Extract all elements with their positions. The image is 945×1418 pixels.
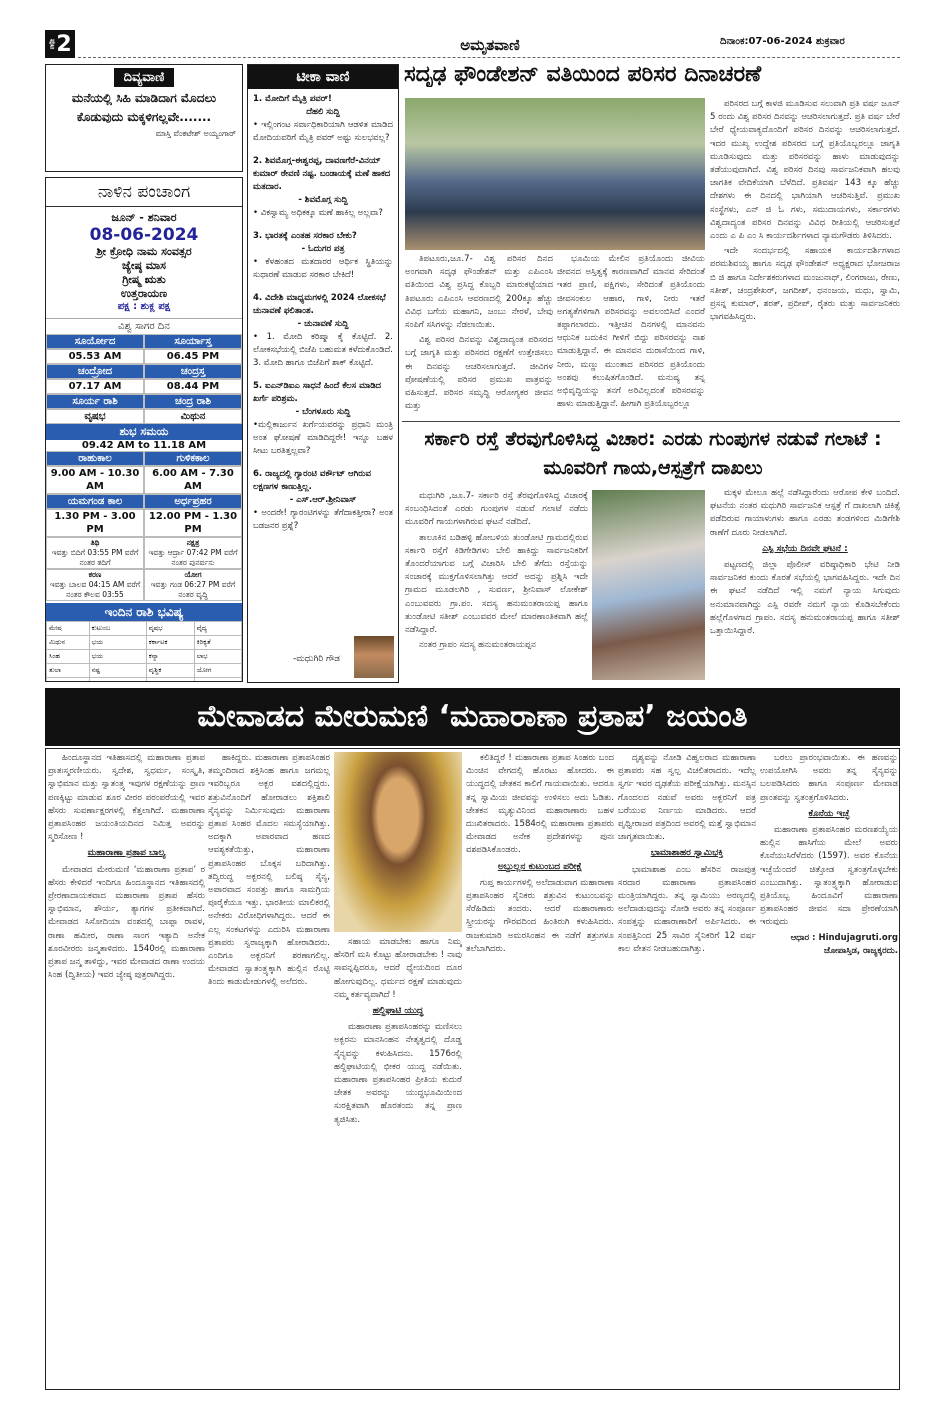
article2-column-1 — [405, 490, 588, 682]
tika-comment: • ಇಲ್ಲಿಂಗಂಟ ಸರ್ವಾಧಿಕಾರಿಯಾಗಿ ಆಡಳಿತ ಮಾಡಿದ ಮೋದಿಯವರಿಗೆ ಮೈತ್ರಿ ಪವರ್ ಅಷ್ಟು ಸುಲಭವಲ್ಲ? — [253, 120, 393, 143]
yoga-cell — [144, 569, 242, 601]
subheading: ಮಹಾರಾಣಾ ಪ್ರತಾಪ ಬಾಲ್ಯ — [87, 848, 166, 859]
author-photo — [354, 636, 394, 678]
issue-date: ದಿನಾಂಕ:07-06-2024 ಶುಕ್ರವಾರ — [720, 36, 845, 47]
paragraph: ಸಹಾಯ ಮಾಡಬೇಕು ಹಾಗೂ ನಿಮ್ಮ ಹೆಸರಿಗೆ ಮಸಿ ಕೊಟ್ಟು ಹೋರಾಡಬೇಕು ! ನಾವು ಸಾವನ್ನಪ್ಪಿದರೂ, ಆದರೆ ಧ್ಯೇಯದಿಂದ ದೂರ ಹೋಗುವುದಿಲ್ಲ. ಧರ್ಮದ ರಕ್ಷಣೆ ಮಾಡುವುದು ನಮ್ಮ ಕರ್ತವ್ಯವಾಗಿದೆ ! — [334, 937, 462, 1000]
paragraph: ನಂತರ ಗ್ರಾಪಂ ಸದಸ್ಯ ಹನುಮಂತರಾಯಪ್ಪನ — [419, 640, 536, 651]
source-credit: ಜೋಪಾಸ್ತಿಡ, ರಾಜ್ಯಕ್ಕರದು. — [823, 945, 898, 956]
rashi-cell — [89, 678, 146, 683]
divyavani-box — [45, 64, 243, 172]
divider — [402, 421, 900, 422]
panchang-paksha: ಪಕ್ಷ : ಶುಕ್ಲ ಪಕ್ಷ — [117, 301, 171, 312]
tika-comment: • ವಿಕಸ್ವಾಮ್ಯ ಅಧಿಕಕ್ಕೂ ಮಣೆ ಹಾಕಿಲ್ಲ ಅಲ್ಲವಾ? — [253, 208, 383, 218]
paper-name: ಅಮೃತವಾಣಿ — [460, 36, 520, 54]
panchang-value: 05.53 AM — [46, 349, 144, 364]
article3-column-5 — [618, 752, 756, 1386]
ardha-value: 12.00 PM - 1.30 PM — [144, 509, 242, 537]
rashi-cell: ಕನ್ಯಾ — [146, 650, 194, 664]
panchang-samvatsara: ಶ್ರೀ ಕ್ರೋಧಿ ನಾಮ ಸಂವತ್ಸರ — [96, 245, 192, 258]
rashi-cell — [146, 678, 194, 683]
shubha-value: 09.42 AM to 11.18 AM — [81, 440, 207, 451]
nakshatra-cell — [144, 537, 242, 569]
paragraph: ಭೂಮಿಯ ಮೇಲಿನ ಪ್ರತಿಯೊಂದು ಜೀವಿಯ ಜೀವನದ ಅಸ್ತಿತ್ವಕ್ಕೆ ಕಾರಣವಾಗಿದೆ ಮಾನವ ಸೇರಿದಂತೆ ಇತರ ಪ್ರಾಣಿ, ಪಕ್ಷಿಗಳು, ಸೇರಿದಂತೆ ಪ್ರತಿಯೊಂದು ಜೀವಸಂಕುಲ ಆಹಾರ, ಗಾಳಿ, ನೀರು ಇತರೆ ಅಗತ್ಯತೆಗಳಿಗಾಗಿ ಪರಿಸರವನ್ನು ಅವಲಂಬಿಸಿದೆ ಎಂದರೆ ತಪ್ಪಾಗಲಾರದು. ಇತ್ತೀಚಿನ ದಿನಗಳಲ್ಲಿ ಮಾನವನು ಆಧುನಿಕ ಬದುಕಿನ ಗೀಳಿಗೆ ಬಿದ್ದು ಪರಿಸರವನ್ನು ನಾಶ ಮಾಡುತ್ತಿದ್ದಾನೆ. ಈ ಮಾನವನ ದುರಾಸೆಯಿಂದ ಗಾಳಿ, ನೀರು, ಮಣ್ಣು ಮುಂತಾದ ಪರಿಸರದ ಪ್ರತಿಯೊಂದು ಅಂಶವು ಕಲುಷಿತಗೊಂಡಿದೆ. ಮನುಷ್ಯ ತನ್ನ ಅಭಿವೃದ್ಧಿಯನ್ನು ತನಗೆ ಅರಿವಿಲ್ಲದಂತೆ ಪರಿಸರವನ್ನು ಹಾಳು ಮಾಡುತ್ತಿದ್ದಾನೆ. ಹೀಗಾಗಿ ಪ್ರತಿಯೊಬ್ಬರಲ್ಲೂ — [557, 254, 705, 410]
tika-headline: 5. ಐಎನ್‌ಡಿಐಎ ಸಾಧನೆ ಹಿಂದೆ ಕೆಲಸ ಮಾಡಿದ ಖರ್ಗೆ ಪರಿಶ್ರಮ. — [253, 381, 382, 404]
paragraph: ಇದೇ ಸಂದರ್ಭದಲ್ಲಿ ಸಹಾಯಕ ಕಾರ್ಯದರ್ಶಿಗಳಾದ ಪರಮಶಿವಯ್ಯ ಹಾಗೂ ಸದೃಢ ಫೌಂಡೇಶನ್ ಅಧ್ಯಕ್ಷರಾದ ಭೋಜರಾಜ ಬಿ ಜಿ ಹಾಗೂ ನಿರ್ದೇಶಕರುಗಳಾದ ಮಂಜುನಾಥ್, ಲಿಂಗರಾಜು, ರೇಣು, ಸತೀಶ್, ಚಂದ್ರಶೇಖರ್, ಜಗದೀಶ್, ಧನಂಜಯ, ಮಧು, ಸ್ವಾಮಿ, ಪ್ರಸನ್ನ ಕುಮಾರ್, ಶರತ್, ಪ್ರದೀಪ್, ರೈತರು ಮತ್ತು ಸಾರ್ವಜನಿಕರು ಭಾಗವಹಿಸಿದ್ದರು. — [710, 246, 900, 323]
panchang-value: ಮಿಥುನ — [144, 409, 242, 424]
rashi-table — [46, 621, 242, 682]
paragraph: ಬರಲು ಪ್ರಾರಂಭವಾಯಿತು. ಈ ಹಣವನ್ನು ಉಪಯೋಗಿಸಿ ಅವರು ತನ್ನ ಸೈನ್ಯವನ್ನು ಬಲಪಡಿಸಿದರು ಹಾಗೂ ಸಂಪೂರ್ಣ ಮೇವಾಡ ಪ್ರಾಂತವನ್ನು ಸ್ವತಂತ್ರಗೊಳಿಸಿದರು. — [760, 753, 898, 803]
paragraph: ವಿಶ್ವ ಪರಿಸರ ದಿನವನ್ನು ವಿಶ್ವದಾದ್ಯಂತ ಪರಿಸರದ ಬಗ್ಗೆ ಜಾಗೃತಿ ಮತ್ತು ಪರಿಸರದ ರಕ್ಷಣೆಗೆ ಉತ್ತೇಜಿಸಲು ಈ ದಿನವನ್ನು ಆಚರಿಸಲಾಗುತ್ತದೆ. ಜೀವಿಗಳ ಪೋಷಣೆಯಲ್ಲಿ ಪರಿಸರ ಪ್ರಮುಖ ಪಾತ್ರವನ್ನು ವಹಿಸುತ್ತದೆ. ಪರಿಸರ ಸಮೃದ್ಧಿ ಆರೋಗ್ಯಕರ ಜೀವನ ಮತ್ತು — [405, 335, 553, 412]
karana-label: ಕರಣ — [88, 570, 102, 579]
panchang-ayana: ಉತ್ತರಾಯಣ — [120, 287, 168, 300]
paragraph: ತಾಲೂಕಿನ ಬಡಿಹಳ್ಳಿ ಹೋಬಳಿಯ ತುಂಡೋಟಿ ಗ್ರಾಮದಲ್ಲಿರುವ ಸರ್ಕಾರಿ ರಸ್ತೆಗೆ ಕಿಡಿಗೇಡಿಗಳು ಬೇಲಿ ಹಾಕಿದ್ದು ಸಾರ್ವಜನಿಕರಿಗೆ ತೊಂದರೆಯಾಗುವ ಬಗ್ಗೆ ವಿಚಾರಿಸಿ ಬೇಲಿ ತೆಗೆದು ರಸ್ತೆಯನ್ನು ಸಂಚಾರಕ್ಕೆ ಮುಕ್ತಗೊಳಿಸಲಾಗಿತ್ತು ಆದರೆ ಅದನ್ನು ಪ್ರಶ್ನಿಸಿ ಇದೇ ಗ್ರಾಮದ ಮೂಡಲಗಿರಿ , ಸುವರ್ಣ, ಶ್ರೀನಿವಾಸ್ ಲೋಕೇಶ್ ಎಂಬುವವರು ಗ್ರಾ.ಪಂ. ಸದಸ್ಯ ಹನುಮಂತರಾಯಪ್ಪ ಹಾಗೂ ತುಂಡೋಟಿ ಸತೀಶ್ ಎಂಬುವವರ ಮೇಲೆ ಮಾರಣಾಂತಿಕವಾಗಿ ಹಲ್ಲೆ ನಡೆಸಿದ್ದಾರೆ. — [405, 532, 588, 636]
article1-column-2 — [557, 253, 705, 421]
page-number-badge — [45, 30, 75, 58]
article2-headline: ಸರ್ಕಾರಿ ರಸ್ತೆ ತೆರವುಗೊಳಿಸಿದ್ದ ವಿಚಾರ: ಎರಡು ಗುಂಪುಗಳ ನಡುವೆ ಗಲಾಟೆ : ಮೂವರಿಗೆ ಗಾಯ,ಆಸ್ಪತ್ರೆಗೆ ದಾಖಲು — [424, 428, 882, 479]
tithi-label: ತಿಥಿ — [90, 538, 100, 547]
paragraph: ಹಾಕಿದ್ದರು. ಮಹಾರಾಣಾ ಪ್ರತಾಪಸಿಂಹರ ತಮ್ಮಂದಿರಾದ ಶಕ್ತಿಸಿಂಹ ಹಾಗೂ ಜಗಮಲ್ಲ ಇವರಿಬ್ಬರೂ ಅಕ್ಬರ ವಶದಲ್ಲಿದ್ದರು. ಶತ್ರುವಿನೊಂದಿಗೆ ಹೋರಾಡಲು ಶಕ್ತಿಶಾಲಿ ಸೈನ್ಯವನ್ನು ನಿರ್ಮಿಸುವುದು ಮಹಾರಾಣಾ ಪ್ರತಾಪ ಸಿಂಹರ ಮೊದಲ ಸಮಸ್ಯೆಯಾಗಿತ್ತು. ಅದಕ್ಕಾಗಿ ಅಪಾರವಾದ ಹಣದ ಆವಶ್ಯಕತೆಯಿತ್ತು, ಮಹಾರಾಣಾ ಪ್ರತಾಪಸಿಂಹರ ಬೊಕ್ಕಸ ಬರಿದಾಗಿತ್ತು. ತದ್ವಿರುದ್ಧ ಅಕ್ಬರನಲ್ಲಿ ಬಲಿಷ್ಠ ಸೈನ್ಯ, ಅಪಾರವಾದ ಸಂಪತ್ತು ಹಾಗೂ ಸಾಮಗ್ರಿಯ ಪೂರೈಕೆಯೂ ಇತ್ತು. ಭಾರತೀಯ ಮಾಲಿಕರಲ್ಲಿ ಅನೇಕರು ವಿರೋಧಿಗಳಾಗಿದ್ದರು. ಆದರೆ ಈ ಎಲ್ಲ ಸಂಕಟಗಳನ್ನು ಎದುರಿಸಿ ಮಹಾರಾಣಾ ಪ್ರತಾಪರು ಸ್ವರಾಜ್ಯಕ್ಕಾಗಿ ಹೋರಾಡಿದರು. ಎಂದಿಗೂ ಅಕ್ಬರನಿಗೆ ಶರಣಾಗಲಿಲ್ಲ. ಮೇವಾಡದ ಸ್ವಾತಂತ್ರ್ಯಕ್ಕಾಗಿ ಹುಲ್ಲಿನ ರೊಟ್ಟಿ ತಿಂದು ಕಾಡುಮೇಡುಗಳಲ್ಲಿ ಅಲೆದರು. — [208, 753, 330, 988]
article3-column-6 — [760, 752, 898, 1386]
paragraph: ಕಲಿತಿದ್ದರೆ ! ಮಹಾರಾಣಾ ಪ್ರತಾಪ ಸಿಂಹರು ಬಂದ ಮಿಂಚಿನ ವೇಗದಲ್ಲಿ ಹೊರಟು ಹೋದರು. ಈ ಯುದ್ಧದಲ್ಲಿ ಚೇತಕನ ಕಾಲಿಗೆ ಗಾಯವಾಯಿತು. ಆದರೂ ತನ್ನ ಸ್ವಾಮಿಯ ಜೀವವನ್ನು ಉಳಿಸಲು ಅದು ಓಡಿತು. ಚೇತಕನ ಮೃತ್ಯುವಿನಿಂದ ಮಹಾರಾಣಾರು ಬಹಳ ದುಃಖಿತರಾದರು. 1584ರಲ್ಲಿ ಮಹಾರಾಣಾ ಪ್ರತಾಪರು ಮೇವಾಡದ ಅನೇಕ ಪ್ರದೇಶಗಳನ್ನು ಪುನಃ ವಶಪಡಿಸಿಕೊಂಡರು. — [466, 753, 614, 856]
tika-item — [253, 292, 393, 370]
tika-headline: 4. ವಿದೇಶಿ ಮಾಧ್ಯಮಗಳಲ್ಲಿ 2024 ಲೋಕಸಭೆ ಚುನಾವಣೆ ಫಲಿತಾಂಶ. — [253, 293, 386, 316]
article2-subheading: ಎಸ್ಪಿ ಸಭೆಯ ದಿನವೇ ಘಟನೆ : — [762, 543, 848, 554]
yama-value: 1.30 PM - 3.00 PM — [46, 509, 144, 537]
rahu-value: 9.00 AM - 10.30 AM — [46, 466, 144, 494]
tika-item — [253, 230, 393, 282]
article3-column-1 — [48, 752, 205, 1386]
divyavani-quote: ಮನೆಯಲ್ಲಿ ಸಿಹಿ ಮಾಡಿದಾಗ ಮೊದಲು ಕೊಡುವುದು ಮಕ್ಕಳಿಗಲ್ಲವೇ....... — [71, 91, 217, 124]
tika-comment: • ಕೆಳಹಂತದ ಮತದಾರರ ಆರ್ಥಿಕ ಸ್ಥಿತಿಯನ್ನು ಸುಧಾರಣೆ ಮಾಡುವ ಸರಕಾರ ಬೇಕಿದೆ! — [253, 257, 393, 280]
paragraph: ಮೇವಾಡದ ಮೇರುಮಣಿ ‘ಮಹಾರಾಣಾ ಪ್ರತಾಪ’ ರ ಹೆಸರು ಕೇಳಿದರೆ ಇಂದಿಗೂ ಹಿಂದೂಸ್ಥಾನದ ಇತಿಹಾಸದಲ್ಲಿ ಪ್ರೇರಣಾದಾಯಕವಾದ ಮಹಾರಾಣಾ ಪ್ರತಾಪ ಹೆಸರು ಸ್ವಾಭಿಮಾನ, ಶೌರ್ಯ, ತ್ಯಾಗಗಳ ಪ್ರತೀಕವಾಗಿದೆ. ಮೇವಾಡದ ಸಿಸೋದಿಯಾ ವಂಶದಲ್ಲಿ ಬಾಪ್ಪಾ ರಾವಳ, ರಾಣಾ ಹಮೀರ, ರಾಣಾ ಸಾಂಗ ಇತ್ಯಾದಿ ಅನೇಕ ಶೂರವೀರರು ಜನ್ಮತಾಳಿದರು. 1540ರಲ್ಲಿ ಮಹಾರಾಣಾ ಪ್ರತಾಪ ಜನ್ಮ ತಾಳಿದ್ದು, ಇವರ ಮೇವಾಡದ ರಾಣಾ ಉದಯ ಸಿಂಹ (ದ್ವಿತೀಯ) ಇವರ ಜ್ಯೇಷ್ಠ ಪುತ್ರರಾಗಿದ್ದರು. — [48, 864, 205, 981]
gulika-value: 6.00 AM - 7.30 AM — [144, 466, 242, 494]
tithi-cell — [46, 537, 144, 569]
rashi-cell: ಸಿಂಹ — [47, 650, 90, 664]
rashi-cell: ತುಲಾ — [47, 664, 90, 678]
rashi-cell: ಕಿರಿಕ್ಯತೆ — [194, 636, 241, 650]
paragraph: ತಿಪಟೂರು,ಜೂ.7- ವಿಶ್ವ ಪರಿಸರ ದಿನದ ಅಂಗವಾಗಿ ಸದೃಢ ಫೌಂಡೇಶನ್ ಮತ್ತು ಎಪಿಎಂಸಿ ವತಿಯಿಂದ ವಿಶ್ವ ಪ್ರಸಿದ್ಧ ಕೊಬ್ಬರಿ ಮಾರುಕಟ್ಟೆಯಾದ ತಿಪಟೂರು ಎಪಿಎಂಸಿ ಆವರಣದಲ್ಲಿ 200ಕ್ಕೂ ಹೆಚ್ಚು ವಿವಿಧ ಬಗೆಯ ಮಹಾಗನಿ, ಜಂಬು ನೇರಳೆ, ಬೇವು ಸಂಪಿಗೆ ಸಸಿಗಳನ್ನು ನೆಡಲಾಯಿತು. — [405, 254, 553, 331]
yama-label: ಯಮಗಂಡ ಕಾಲ — [46, 494, 144, 509]
tika-item — [253, 93, 393, 145]
tika-headline: 3. ಭಾರತಕ್ಕೆ ಎಂತಹ ಸರಕಾರ ಬೇಕು? — [253, 231, 357, 241]
paragraph: ಹಿಂದೂಸ್ಥಾನದ ಇತಿಹಾಸದಲ್ಲಿ ಮಹಾರಾಣಾ ಪ್ರತಾಪ ಪ್ರಾತಃಸ್ಮರಣೀಯರು. ಸ್ವದೇಶ, ಸ್ವಧರ್ಮ, ಸಂಸ್ಕೃತಿ, ಸ್ವಾಭಿಮಾನ ಮತ್ತು ಸ್ವಾತಂತ್ರ್ಯ ಇವುಗಳ ರಕ್ಷಣೆಯನ್ನು ಪ್ರಾಣ ಪಣಕ್ಕಿಟ್ಟು ಮಾಡುವ ಶೂರ ವೀರರ ಪರಂಪರೆಯಲ್ಲಿ ಇವರ ಹೆಸರು ಸುವರ್ಣಾಕ್ಷರಗಳಲ್ಲಿ ಕೆತ್ತಲಾಗಿದೆ. ಮಹಾರಾಣಾ ಪ್ರತಾಪಸಿಂಹರ ಜಯಂತಿಯದಿನದ ನಿಮಿತ್ತ ಅವರನ್ನು ಸ್ಮರಿಸೋಣ ! — [48, 753, 205, 843]
paragraph: ಗುಪ್ತ ಕಾರ್ಯಗಳಲ್ಲಿ ಅಲೆದಾಡುವಾಗ ಮಹಾರಾಣಾ ಪ್ರತಾಪಸಿಂಹರ ಸೈನಿಕರು ಶತ್ರುವಿನ ಕುಟುಂಬವನ್ನು ಸೆರೆಹಿಡಿದು ತಂದರು. ಆದರೆ ಮಹಾರಾಣಾರು ಸ್ತ್ರೀಯರನ್ನು ಗೌರವದಿಂದ ಹಿಂತಿರುಗಿ ಕಳುಹಿಸಿದರು. ರಾಜಕುಮಾರಿ ಅಮರಸಿಂಹನ ಈ ನಡೆಗೆ ಶತ್ರುಗಳೂ ತಲೆಬಾಗಿದರು. — [466, 877, 614, 954]
article3-column-2 — [208, 752, 330, 1386]
subheading: ಅಬ್ದುಲ್ಲನ ಕುಟುಂಬದ ಪರೀಕ್ಷೆ — [497, 861, 583, 872]
panchang-date: 08-06-2024 — [89, 225, 199, 245]
subheading: ಕೊನೆಯ ಇಚ್ಛೆ — [808, 808, 850, 819]
article1-column-1 — [405, 253, 553, 421]
panchang-month-day: ಜೂನ್ - ಶನಿವಾರ — [111, 211, 177, 224]
tika-source: - ಶಿವಮೊಗ್ಗ ಸುದ್ದಿ — [298, 195, 348, 205]
tika-headline: 1. ಮೋದಿಗೆ ಮೈತ್ರಿ ಪವರ್! — [253, 94, 332, 104]
nakshatra-value: ಇವತ್ತು ಆರ್ದ್ರಾ 07:42 PM ವರೆಗೆ ನಂತರ ಪುನರ್ವಸು — [148, 548, 238, 567]
rashi-cell: ಮೇಷ — [47, 622, 90, 636]
yoga-label: ಯೋಗ — [184, 570, 202, 579]
tika-author: -ಮಧುಗಿರಿ ಗೌಡ — [293, 654, 340, 664]
paragraph: ಮಕ್ಕಳ ಮೇಲೂ ಹಲ್ಲೆ ನಡೆಸಿದ್ದಾರೆಂದು ಆರೋಪ ಕೇಳಿ ಬಂದಿದೆ. ಘಟನೆಯ ನಂತರ ಮಧುಗಿರಿ ಸಾರ್ವಜನಿಕ ಆಸ್ಪತ್ರೆ ಗೆ ದಾಖಲಾಗಿ ಚಿಕಿತ್ಸೆ ಪಡೆದಿರುವ ಗಾಯಾಳುಗಳು ಹಾಗೂ ಎರಡು ತಂಡಗಳಿಂದ ಮಿಡಿಗೇಶಿ ಠಾಣೆಗೆ ದೂರು ನೀಡಲಾಗಿದೆ. — [710, 488, 900, 538]
tika-source: - ಎಸ್.ಆರ್.ಶ್ರೀನಿವಾಸ್ — [289, 495, 357, 505]
paragraph: ಮಹಾರಾಣಾ ಪ್ರತಾಪಸಿಂಹರ ಮರಣಶಯ್ಯೆಯ ಹುಲ್ಲಿನ ಹಾಸಿಗೆಯ ಮೇಲೆ ಅವರು ಕೊನೆಯುಸಿರೆಳೆದರು (1597). ಅವರ ಕೊನೆಯ ಇಚ್ಛೆಯೆಂದರೆ ಚಿತ್ತೋಡ ಸ್ವತಂತ್ರಗೊಳ್ಳಬೇಕು ಎಂಬುದಾಗಿತ್ತು. ಸ್ವಾತಂತ್ರ್ಯಕ್ಕಾಗಿ ಹೋರಾಡುವ ಪ್ರತಿಯೊಬ್ಬ ಹಿಂದೂವಿಗೆ ಮಹಾರಾಣಾ ಪ್ರತಾಪಸಿಂಹರ ಜೀವನ ಸದಾ ಪ್ರೇರಣೆಯಾಗಿ ಇರುವುದು — [760, 825, 898, 928]
rashi-cell: ನಷ್ಟ — [89, 664, 146, 678]
panchang-value: 07.17 AM — [46, 379, 144, 394]
tika-source: - ಬೆಂಗಳೂರು ಸುದ್ದಿ — [295, 407, 351, 417]
rashi-cell: ಭಯ — [89, 636, 146, 650]
rashi-title: ಇಂದಿನ ರಾಶಿ ಭವಿಷ್ಯ — [46, 603, 242, 621]
article3-column-3 — [334, 936, 462, 1386]
paragraph: ದೃಶ್ಯವನ್ನು ನೋಡಿ ವಿಹ್ವಲರಾದ ಮಹಾರಾಣಾ ಪ್ರತಾಪರು ಸಹ ಸ್ವಲ್ಪ ವಿಚಲಿತರಾದರು. ಇದೆಲ್ಲ ಸ್ವರ್ಗ ಇವರ ದೃಢತೆಯ ಪರೀಕ್ಷೆಯಾಗಿತ್ತು. ಮನಸ್ಸಿನ ಗೊಂದಲದ ನಡುವೆ ಅವರು ಅಕ್ಬರನಿಗೆ ಪತ್ರ ಬರೆಯುವ ನಿರ್ಣಯ ಮಾಡಿದರು. ಆದರೆ ಪೃಥ್ವೀರಾಜರ ಪತ್ರದಿಂದ ಅವರಲ್ಲಿ ಮತ್ತೆ ಸ್ವಾಭಿಮಾನ ಜಾಗೃತವಾಯಿತು. — [618, 753, 756, 843]
panchang-header: ಸೂರ್ಯೋದ — [46, 334, 144, 349]
tika-source: ದೆಹಲಿ ಸುದ್ದಿ — [306, 107, 340, 117]
tika-vani-title: ಟೀಕಾ ವಾಣಿ — [248, 65, 398, 89]
tika-source: - ಚುನಾವಣೆ ಸುದ್ದಿ — [297, 319, 349, 329]
panchang-value: 06.45 PM — [144, 349, 242, 364]
article3-column-4 — [466, 752, 614, 1386]
rashi-row — [47, 650, 242, 664]
nakshatra-label: ನಕ್ಷತ್ರ — [186, 538, 200, 547]
tika-comment: • 1. ಮೋದಿ ಕರಿಷ್ಮಾ ಕೈ ಕೊಟ್ಟಿದೆ. 2. ಲೋಕಸಭೆಯಲ್ಲಿ ಬಿಜೆಪಿ ಬಹುಮತ ಕಳೆದುಕೊಂಡಿದೆ. 3. ಮೋದಿ ಹಾಗೂ ಬಿಜೆಪಿಗೆ ಶಾಕ್ ಕೊಟ್ಟಿದೆ. — [253, 332, 393, 368]
paragraph: ಮಧುಗಿರಿ ,ಜೂ.7- ಸರ್ಕಾರಿ ರಸ್ತೆ ತೆರವುಗೊಳಿಸಿದ್ದ ವಿಚಾರಕ್ಕೆ ಸಂಬಂಧಿಸಿದಂತೆ ಎರಡು ಗುಂಪುಗಳ ನಡುವೆ ಗಲಾಟೆ ನಡೆದು ಮೂವರಿಗೆ ಗಾಯಗಳಾಗಿರುವ ಘಟನೆ ನಡೆದಿದೆ. — [405, 491, 588, 528]
panchang-special-day: ವಿಶ್ವ ಸಾಗರ ದಿನ — [46, 318, 242, 334]
tika-headline: 2. ಶಿವಮೊಗ್ಗ-ಈಶ್ವರಪ್ಪ, ದಾವಣಗೆರೆ-ವಿನಯ್ ಕುಮಾರ್ ಠೇವಣಿ ನಷ್ಟ. ಬಂಡಾಯಕ್ಕೆ ಮಣೆ ಹಾಕದ ಮತದಾರ. — [253, 156, 391, 192]
tika-item — [253, 468, 393, 533]
page-label: ಪುಟ — [48, 38, 57, 50]
rashi-cell — [47, 678, 90, 683]
paragraph: ಪಟ್ಟಣದಲ್ಲಿ ಜಿಲ್ಲಾ ಪೊಲೀಸ್ ವರಿಷ್ಠಾಧಿಕಾರಿ ಭೇಟಿ ನೀಡಿ ಸಾರ್ವಜನಿಕರ ಕುಂದು ಕೊರತೆ ಸಭೆಯಲ್ಲಿ ಭಾಗವಹಿಸಿದ್ದರು. ಇದೇ ದಿನ ಈ ಘಟನೆ ನಡೆದಿದೆ ಇಲ್ಲಿ ನಮಗೆ ನ್ಯಾಯ ಸಿಗುವುದು ಅನುಮಾನವಾಗಿದ್ದು ಎಸ್ಪಿ ರವರೇ ನಮಗೆ ನ್ಯಾಯ ಕೊಡಿಸಬೇಕೆಂದು ಹಲ್ಲೆಗೊಳಗಾದ ಗ್ರಾಪಂ. ಸದಸ್ಯ ಹನುಮಂತರಾಯಪ್ಪ ಹಾಗೂ ಸತೀಶ್ ಒತ್ತಾಯಿಸಿದ್ದಾರೆ. — [710, 560, 900, 637]
rashi-cell: ವೈದ್ಯ — [194, 622, 241, 636]
panchang-header: ಚಂದ್ರ ರಾಶಿ — [144, 394, 242, 409]
rashi-cell: ಯೋಗ — [194, 664, 241, 678]
source-credit: ಆಧಾರ : Hindujagruti.org — [790, 932, 898, 943]
shubha-label: ಶುಭ ಸಮಯ — [46, 424, 242, 440]
tika-vani-column — [247, 64, 399, 683]
karana-cell — [46, 569, 144, 601]
panchang-box — [45, 177, 243, 682]
panchang-header: ಚಂದ್ರೋದ — [46, 364, 144, 379]
subheading: ಭಾಮಾಶಾಹರ ಸ್ವಾಮಿಭಕ್ತಿ — [650, 848, 724, 859]
rashi-cell: ಭಯ — [89, 650, 146, 664]
rashi-cell: ವೃಷಭ — [146, 622, 194, 636]
article1-headline: ಸದೃಢ ಫೌಂಡೇಶನ್ ವತಿಯಿಂದ ಪರಿಸರ ದಿನಾಚರಣೆ — [404, 62, 762, 87]
tika-source: - ಓದುಗರ ಪತ್ರ — [301, 244, 345, 254]
header-divider — [78, 57, 900, 58]
karana-value: ಇವತ್ತು ಬಾಲವ 04:15 AM ವರೆಗೆ ನಂತರ ಕೌಲವ 03:55 — [49, 580, 141, 599]
rahu-label: ರಾಹುಕಾಲ — [46, 451, 144, 466]
panchang-header: ಸೂರ್ಯ ರಾಶಿ — [46, 394, 144, 409]
panchang-header: ಸೂರ್ಯಾಸ್ತ — [144, 334, 242, 349]
rashi-row — [47, 664, 242, 678]
paragraph: ಪರಿಸರದ ಬಗ್ಗೆ ಕಾಳಜಿ ಮೂಡಿಸುವ ಸಲುವಾಗಿ ಪ್ರತಿ ವರ್ಷ ಜೂನ್ 5 ರಂದು ವಿಶ್ವ ಪರಿಸರ ದಿನವನ್ನು ಆಚರಿಸಲಾಗುತ್ತದೆ. ಪ್ರತಿ ವರ್ಷ ಬೇರೆ ಬೇರೆ ಧ್ಯೇಯವಾಕ್ಯದೊಂದಿಗೆ ಪರಿಸರ ದಿನವನ್ನು ಆಚರಿಸಲಾಗುತ್ತದೆ. ಇದರ ಮುಖ್ಯ ಉದ್ದೇಶ ಪರಿಸರದ ಬಗ್ಗೆ ಪ್ರತಿಯೊಬ್ಬರಲ್ಲೂ ಜಾಗೃತಿ ಮೂಡಿಸುವುದು ಮತ್ತು ಪರಿಸರವನ್ನು ಹಾಳು ಮಾಡುವುದನ್ನು ತಡೆಯುವುದಾಗಿದೆ. ವಿಶ್ವ ಪರಿಸರ ದಿನವು ಸಾರ್ವಜನಿಕವಾಗಿ ಹಲವು ಜಾಗತಿಕ ವೇದಿಕೆಯಾಗಿ ಬೆಳೆದಿದೆ. ಪ್ರತಿವರ್ಷ 143 ಕ್ಕೂ ಹೆಚ್ಚು ದೇಶಗಳು ಈ ದಿನದಲ್ಲಿ ಭಾಗಿಯಾಗಿ ಆಚರಿಸುತ್ತಿವೆ. ಪ್ರಮುಖ ಸಂಸ್ಥೆಗಳು, ಎನ್ ಜಿ ಓ ಗಳು, ಸಮುದಾಯಗಳು, ಸರ್ಕಾರಗಳು ವಿಶ್ವದಾದ್ಯಂತ ಪರಿಸರ ದಿನವನ್ನು ವಿವಿಧ ರೀತಿಯಲ್ಲಿ ಆಚರಿಸುತ್ತವೆ ಎಂದು ಎ ಪಿ ಎಂ ಸಿ ಕಾರ್ಯದರ್ಶಿಗಳಾದ ನ್ಯಾಮಗೌಡರು ತಿಳಿಸಿದರು. — [710, 99, 900, 242]
gulika-label: ಗುಳಿಕಕಾಲ — [144, 451, 242, 466]
rashi-row — [47, 678, 242, 683]
article1-column-3 — [710, 98, 900, 418]
rashi-cell: ಮಿಥುನ — [47, 636, 90, 650]
rashi-row — [47, 636, 242, 650]
divyavani-author: ಮಾಸ್ತಿ ವೆಂಕಟೇಶ್ ಅಯ್ಯಂಗಾರ್ — [155, 129, 236, 138]
panchang-masa: ಜ್ಯೇಷ್ಠ ಮಾಸ — [121, 259, 166, 272]
subheading: ಹಲ್ದಿಘಾಟಿ ಯುದ್ಧ — [372, 1006, 424, 1017]
paragraph: ಮಹಾರಾಣಾ ಪ್ರತಾಪಸಿಂಹರನ್ನು ಮಣಿಸಲು ಅಕ್ಬರನು ಮಾನಸಿಂಹನ ನೇತೃತ್ವದಲ್ಲಿ ದೊಡ್ಡ ಸೈನ್ಯವನ್ನು ಕಳುಹಿಸಿದನು. 1576ರಲ್ಲಿ ಹಲ್ದಿಘಾಟಿಯಲ್ಲಿ ಭೀಕರ ಯುದ್ಧ ನಡೆಯಿತು. ಮಹಾರಾಣಾ ಪ್ರತಾಪಸಿಂಹರ ಪ್ರೀತಿಯ ಕುದುರೆ ಚೇತಕ ಅವರನ್ನು ಯುದ್ಧಭೂಮಿಯಿಂದ ಸುರಕ್ಷಿತವಾಗಿ ಹೊರತಂದು ತನ್ನ ಪ್ರಾಣ ತ್ಯಜಿಸಿತು. — [334, 1022, 462, 1125]
panchang-value: ವೃಷಭ — [46, 409, 144, 424]
rashi-cell — [194, 678, 241, 683]
article2-photo-injured — [592, 490, 705, 680]
maharana-pratap-portrait — [334, 752, 462, 932]
divyavani-title: ದಿವ್ಯವಾಣಿ — [114, 68, 175, 87]
article3-headline: ಮೇವಾಡದ ಮೇರುಮಣಿ ‘ಮಹಾರಾಣಾ ಪ್ರತಾಪ’ ಜಯಂತಿ — [45, 688, 900, 746]
yoga-value: ಇವತ್ತು ಗಂಡ 06:27 PM ವರೆಗೆ ನಂತರ ವೃದ್ಧಿ — [150, 580, 236, 599]
rashi-cell: ಕರ್ಕಾಟಕ — [146, 636, 194, 650]
rashi-cell: ಕುಟುಂಬ — [89, 622, 146, 636]
tika-headline: 6. ರಾಜ್ಯದಲ್ಲಿ ಗ್ಯಾರಂಟಿ ವರ್ಕೌಟ್ ಆಗಿರುವ ಲಕ್ಷಣಗಳ ಕಾಣುತ್ತಿಲ್ಲ. — [253, 469, 371, 492]
tika-comment: • ಅಂದರೇ! ಗ್ಯಾರಂಟಿಗಳನ್ನು ತೆಗೆದಾಕತ್ತೀರಾ? ಅಂತ ಬಡಜನರ ಪ್ರಶ್ನೆ? — [253, 508, 393, 531]
page-number: 2 — [56, 31, 72, 57]
tika-item — [253, 155, 393, 220]
tika-item — [253, 380, 393, 458]
rashi-cell: ವೃಶ್ಚಿಕ — [146, 664, 194, 678]
rashi-row — [47, 622, 242, 636]
ardha-label: ಅರ್ಧಪ್ರಹರ — [144, 494, 242, 509]
rashi-cell: ಲಾಭ — [194, 650, 241, 664]
panchang-value: 08.44 PM — [144, 379, 242, 394]
panchang-title: ನಾಳಿನ ಪಂಚಾಂಗ — [46, 178, 242, 207]
panchang-header: ಚಂದ್ರಸ್ತ — [144, 364, 242, 379]
paragraph: ಭಾಮಾಶಾಹ ಎಂಬ ಹೆಸರಿನ ರಾಜಪುತ್ರ ಸರದಾರ ಮಹಾರಾಣಾ ಪ್ರತಾಪಸಿಂಹರ ಮಂತ್ರಿಯಾಗಿದ್ದರು. ತನ್ನ ಸ್ವಾಮಿಯು ಅರಣ್ಯದಲ್ಲಿ ಅಲೆದಾಡುವುದನ್ನು ನೋಡಿ ಅವರು ತನ್ನ ಸಂಪೂರ್ಣ ಸಂಪತ್ತನ್ನು ಮಹಾರಾಣಾರಿಗೆ ಅರ್ಪಿಸಿದರು. ಈ ಸಂಪತ್ತಿನಿಂದ 25 ಸಾವಿರ ಸೈನಿಕರಿಗೆ 12 ವರ್ಷ ಕಾಲ ವೇತನ ನೀಡಬಹುದಾಗಿತ್ತು. — [618, 864, 756, 954]
article2-column-2 — [710, 487, 900, 682]
tithi-value: ಇವತ್ತು ಬಿದಿಗೆ 03:55 PM ವರೆಗೆ ನಂತರ ತದಿಗೆ — [51, 548, 139, 567]
tika-comment: •ಮಲ್ಲಿಕಾರ್ಜುನ ಖರ್ಗೆಯವರನ್ನು ಪ್ರಧಾನಿ ಮಂತ್ರಿ ಅಂತ ಘೋಷಣೆ ಮಾಡಿದಿದ್ದರೇ! ಇನ್ನೂ ಬಹಳ ಸೀಟು ಬರತಿತ್ತಲ್ಲವಾ? — [253, 420, 393, 456]
article1-photo-group — [405, 98, 705, 250]
panchang-ritu: ಗ್ರೀಷ್ಮ ಋತು — [122, 273, 166, 286]
